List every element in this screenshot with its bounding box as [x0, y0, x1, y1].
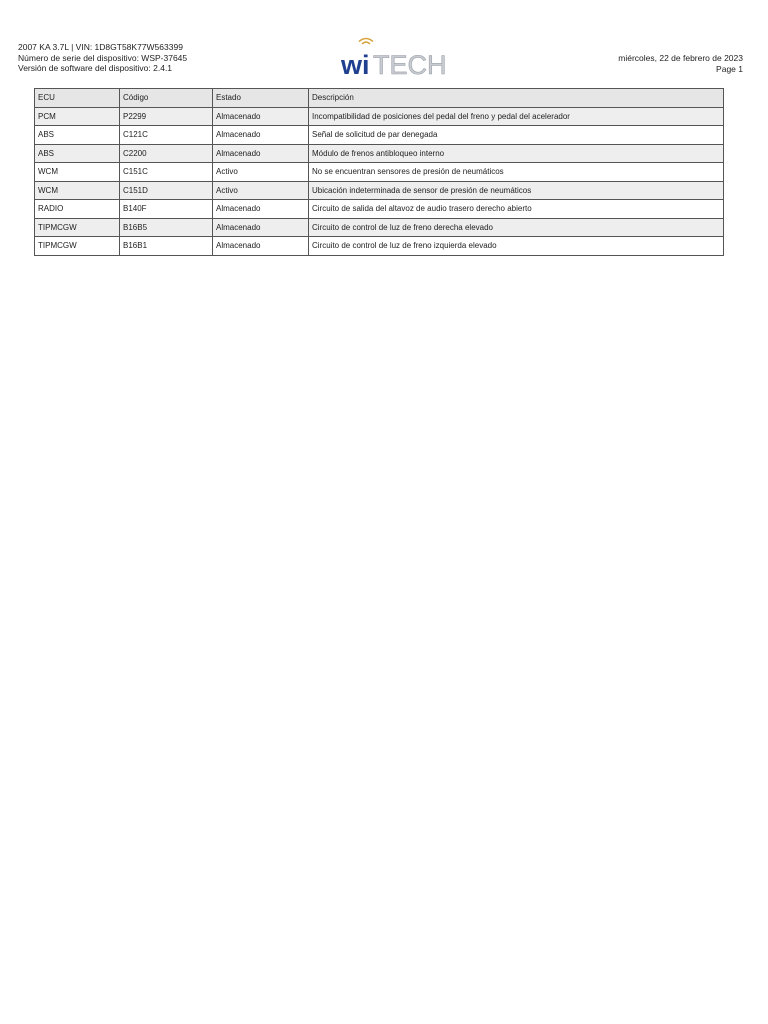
cell-code: P2299	[120, 107, 213, 126]
software-version-line: Versión de software del dispositivo: 2.4.1	[18, 63, 173, 73]
report-meta	[618, 53, 743, 74]
table-row	[35, 163, 724, 182]
column-header-description: Descripción	[309, 89, 724, 108]
cell-description: No se encuentran sensores de presión de neumáticos	[309, 163, 724, 182]
device-serial-line: Número de serie del dispositivo: WSP-37645	[18, 52, 188, 63]
cell-code: B140F	[120, 200, 213, 219]
cell-ecu: ABS	[35, 144, 120, 163]
logo-tech-text: TECH	[373, 50, 447, 80]
cell-code: C151C	[120, 163, 213, 182]
page-number: Page 1	[716, 63, 743, 74]
cell-status: Almacenado	[213, 144, 309, 163]
cell-ecu: TIPMCGW	[35, 237, 120, 256]
cell-description: Señal de solicitud de par denegada	[309, 126, 724, 145]
witech-logo	[340, 38, 447, 80]
cell-code: C151D	[120, 181, 213, 200]
table-row	[35, 107, 724, 126]
report-date: miércoles, 22 de febrero de 2023	[618, 53, 743, 63]
signal-waves-icon	[359, 39, 373, 45]
cell-ecu: WCM	[35, 163, 120, 182]
table-row	[35, 218, 724, 237]
cell-description: Incompatibilidad de posiciones del pedal del freno y pedal del acelerador	[309, 107, 724, 126]
cell-code: B16B5	[120, 218, 213, 237]
cell-description: Módulo de frenos antibloqueo interno	[309, 144, 724, 163]
cell-ecu: ABS	[35, 126, 120, 145]
cell-status: Almacenado	[213, 218, 309, 237]
cell-code: B16B1	[120, 237, 213, 256]
column-header-status: Estado	[213, 89, 309, 108]
table-row	[35, 237, 724, 256]
cell-status: Activo	[213, 163, 309, 182]
cell-ecu: WCM	[35, 181, 120, 200]
cell-ecu: TIPMCGW	[35, 218, 120, 237]
dtc-table	[34, 88, 724, 256]
cell-ecu: PCM	[35, 107, 120, 126]
table-row	[35, 126, 724, 145]
column-header-code: Código	[120, 89, 213, 108]
table-header-row	[35, 89, 724, 108]
cell-code: C2200	[120, 144, 213, 163]
column-header-ecu: ECU	[35, 89, 120, 108]
table-row	[35, 200, 724, 219]
table-row	[35, 144, 724, 163]
cell-status: Almacenado	[213, 107, 309, 126]
cell-status: Almacenado	[213, 237, 309, 256]
vehicle-info	[18, 42, 187, 74]
logo-wi-text: wi	[341, 50, 370, 80]
cell-status: Almacenado	[213, 126, 309, 145]
cell-ecu: RADIO	[35, 200, 120, 219]
vehicle-vin-line: 2007 KA 3.7L | VIN: 1D8GT58K77W563399	[18, 42, 183, 52]
table-row	[35, 181, 724, 200]
cell-description: Circuito de control de luz de freno izquierda elevado	[309, 237, 724, 256]
cell-description: Circuito de control de luz de freno derecha elevado	[309, 218, 724, 237]
cell-description: Ubicación indeterminada de sensor de presión de neumáticos	[309, 181, 724, 200]
cell-description: Circuito de salida del altavoz de audio trasero derecho abierto	[309, 200, 724, 219]
cell-status: Activo	[213, 181, 309, 200]
cell-status: Almacenado	[213, 200, 309, 219]
cell-code: C121C	[120, 126, 213, 145]
